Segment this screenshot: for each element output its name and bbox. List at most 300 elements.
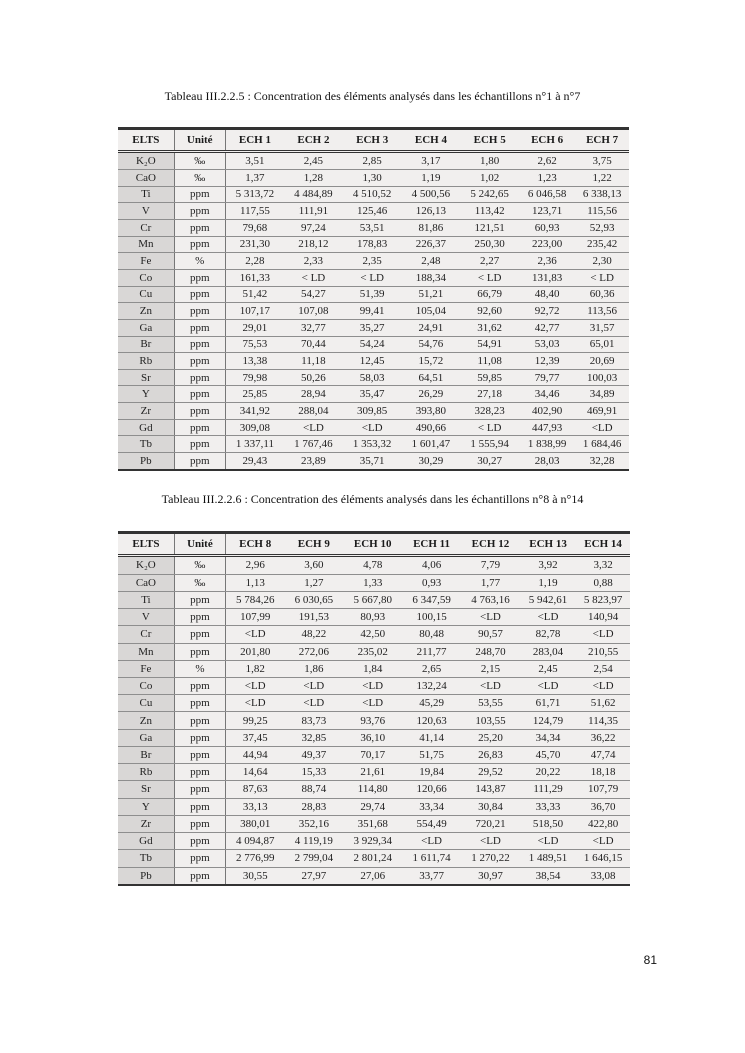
unit-cell: ppm: [174, 203, 225, 220]
value-cell: 19,84: [402, 764, 461, 781]
value-cell: 6 347,59: [402, 591, 461, 608]
value-cell: 211,77: [402, 643, 461, 660]
unit-cell: ppm: [174, 386, 225, 403]
value-cell: 2,65: [402, 660, 461, 677]
unit-cell: ppm: [174, 219, 225, 236]
value-cell: 309,85: [343, 403, 402, 420]
value-cell: 1 270,22: [461, 850, 520, 867]
value-cell: 28,94: [284, 386, 343, 403]
value-cell: 11,18: [284, 353, 343, 370]
value-cell: 1 646,15: [576, 850, 630, 867]
value-cell: 27,18: [460, 386, 519, 403]
value-cell: <LD: [402, 833, 461, 850]
table-row: [118, 436, 629, 453]
table-row: [118, 574, 630, 591]
value-cell: 59,85: [460, 369, 519, 386]
value-cell: 1,23: [519, 169, 575, 186]
column-header: ELTS: [118, 129, 174, 152]
value-cell: 2,62: [519, 152, 575, 170]
value-cell: 99,41: [343, 303, 402, 320]
value-cell: 29,74: [343, 798, 402, 815]
value-cell: 5 313,72: [225, 186, 284, 203]
value-cell: 92,72: [519, 303, 575, 320]
value-cell: < LD: [575, 269, 629, 286]
value-cell: 35,47: [343, 386, 402, 403]
value-cell: 79,98: [225, 369, 284, 386]
value-cell: 79,68: [225, 219, 284, 236]
value-cell: 12,39: [519, 353, 575, 370]
element-cell: Pb: [118, 453, 174, 470]
value-cell: 2,15: [461, 660, 520, 677]
value-cell: 2,33: [284, 253, 343, 270]
value-cell: <LD: [226, 626, 285, 643]
value-cell: 45,70: [520, 746, 576, 763]
element-cell: Br: [118, 746, 174, 763]
value-cell: 1,80: [460, 152, 519, 170]
value-cell: 4 119,19: [284, 833, 343, 850]
value-cell: 1,13: [226, 574, 285, 591]
value-cell: <LD: [520, 833, 576, 850]
value-cell: <LD: [284, 695, 343, 712]
value-cell: 126,13: [402, 203, 461, 220]
value-cell: 328,23: [460, 403, 519, 420]
value-cell: 447,93: [519, 419, 575, 436]
table-row: [118, 867, 630, 885]
value-cell: 120,63: [402, 712, 461, 729]
value-cell: 231,30: [225, 236, 284, 253]
value-cell: 51,75: [402, 746, 461, 763]
table-row: [118, 419, 629, 436]
element-cell: V: [118, 203, 174, 220]
value-cell: 288,04: [284, 403, 343, 420]
value-cell: 41,14: [402, 729, 461, 746]
value-cell: 380,01: [226, 815, 285, 832]
value-cell: <LD: [226, 677, 285, 694]
value-cell: <LD: [226, 695, 285, 712]
value-cell: 107,17: [225, 303, 284, 320]
value-cell: 33,77: [402, 867, 461, 885]
table-row: [118, 781, 630, 798]
element-cell: Gd: [118, 833, 174, 850]
value-cell: 50,26: [284, 369, 343, 386]
value-cell: 1,02: [460, 169, 519, 186]
page-number: 81: [643, 953, 657, 967]
column-header: ECH 13: [520, 533, 576, 556]
value-cell: 1,84: [343, 660, 402, 677]
value-cell: 48,22: [284, 626, 343, 643]
value-cell: 1 555,94: [460, 436, 519, 453]
table-row: [118, 609, 630, 626]
element-cell: Ti: [118, 186, 174, 203]
value-cell: 66,79: [460, 286, 519, 303]
value-cell: 31,57: [575, 319, 629, 336]
value-cell: 2 801,24: [343, 850, 402, 867]
value-cell: 188,34: [402, 269, 461, 286]
unit-cell: ppm: [174, 798, 225, 815]
value-cell: 82,78: [520, 626, 576, 643]
value-cell: 36,70: [576, 798, 630, 815]
value-cell: 70,17: [343, 746, 402, 763]
value-cell: 60,36: [575, 286, 629, 303]
column-header: Unité: [174, 533, 225, 556]
value-cell: 1 337,11: [225, 436, 284, 453]
value-cell: 79,77: [519, 369, 575, 386]
value-cell: 26,83: [461, 746, 520, 763]
table1-caption: Tableau III.2.2.5 : Concentration des éléments analysés dans les échantillons n°1 à n°7: [164, 89, 581, 103]
unit-cell: ppm: [174, 867, 225, 885]
value-cell: 51,21: [402, 286, 461, 303]
value-cell: 64,51: [402, 369, 461, 386]
unit-cell: ppm: [174, 269, 225, 286]
value-cell: 53,51: [343, 219, 402, 236]
value-cell: 124,79: [520, 712, 576, 729]
value-cell: 1 611,74: [402, 850, 461, 867]
value-cell: 32,77: [284, 319, 343, 336]
element-cell: Zr: [118, 403, 174, 420]
value-cell: < LD: [284, 269, 343, 286]
value-cell: 2 776,99: [226, 850, 285, 867]
value-cell: 5 242,65: [460, 186, 519, 203]
column-header: ECH 11: [402, 533, 461, 556]
value-cell: 218,12: [284, 236, 343, 253]
table-row: [118, 269, 629, 286]
value-cell: 13,38: [225, 353, 284, 370]
element-cell: V: [118, 609, 174, 626]
unit-cell: ppm: [174, 626, 225, 643]
value-cell: 26,29: [402, 386, 461, 403]
table-row: [118, 798, 630, 815]
value-cell: 0,93: [402, 574, 461, 591]
element-cell: Co: [118, 677, 174, 694]
table-row: [118, 850, 630, 867]
value-cell: 34,89: [575, 386, 629, 403]
value-cell: 2,27: [460, 253, 519, 270]
value-cell: 65,01: [575, 336, 629, 353]
value-cell: 3,92: [520, 556, 576, 575]
value-cell: 554,49: [402, 815, 461, 832]
value-cell: 3,32: [576, 556, 630, 575]
unit-cell: ppm: [174, 677, 225, 694]
element-cell: Fe: [118, 253, 174, 270]
value-cell: 4 510,52: [343, 186, 402, 203]
element-cell: Rb: [118, 353, 174, 370]
element-cell: Gd: [118, 419, 174, 436]
value-cell: 1,27: [284, 574, 343, 591]
value-cell: 351,68: [343, 815, 402, 832]
value-cell: <LD: [576, 833, 630, 850]
value-cell: 2,48: [402, 253, 461, 270]
value-cell: 111,29: [520, 781, 576, 798]
table-row: [118, 677, 630, 694]
value-cell: 3,51: [225, 152, 284, 170]
value-cell: 1 767,46: [284, 436, 343, 453]
table-row: [118, 556, 630, 575]
value-cell: 107,79: [576, 781, 630, 798]
value-cell: 1,22: [575, 169, 629, 186]
value-cell: 32,85: [284, 729, 343, 746]
value-cell: <LD: [575, 419, 629, 436]
value-cell: 111,91: [284, 203, 343, 220]
unit-cell: ppm: [174, 850, 225, 867]
value-cell: 100,15: [402, 609, 461, 626]
value-cell: 29,01: [225, 319, 284, 336]
value-cell: 36,10: [343, 729, 402, 746]
table2-caption: Tableau III.2.2.6 : Concentration des éléments analysés dans les échantillons n°8 à n°14: [161, 492, 584, 506]
value-cell: 3 929,34: [343, 833, 402, 850]
value-cell: 2,36: [519, 253, 575, 270]
value-cell: 53,55: [461, 695, 520, 712]
element-cell: Mn: [118, 643, 174, 660]
value-cell: 81,86: [402, 219, 461, 236]
value-cell: 51,62: [576, 695, 630, 712]
table-row: [118, 386, 629, 403]
unit-cell: ppm: [174, 781, 225, 798]
table-row: [118, 729, 630, 746]
value-cell: 2 799,04: [284, 850, 343, 867]
unit-cell: ppm: [174, 695, 225, 712]
value-cell: 3,17: [402, 152, 461, 170]
header-row: [118, 129, 629, 152]
value-cell: 1 601,47: [402, 436, 461, 453]
value-cell: 4 094,87: [226, 833, 285, 850]
value-cell: 25,20: [461, 729, 520, 746]
value-cell: 97,24: [284, 219, 343, 236]
value-cell: 58,03: [343, 369, 402, 386]
value-cell: 34,34: [520, 729, 576, 746]
value-cell: 2,85: [343, 152, 402, 170]
value-cell: <LD: [520, 677, 576, 694]
value-cell: 191,53: [284, 609, 343, 626]
value-cell: 30,55: [226, 867, 285, 885]
value-cell: 1,19: [520, 574, 576, 591]
value-cell: 235,42: [575, 236, 629, 253]
element-cell: Ga: [118, 319, 174, 336]
column-header: ECH 3: [343, 129, 402, 152]
unit-cell: ppm: [174, 186, 225, 203]
element-cell: Cu: [118, 695, 174, 712]
value-cell: 35,71: [343, 453, 402, 470]
value-cell: 223,00: [519, 236, 575, 253]
element-cell: K₂O: [118, 152, 174, 170]
value-cell: 90,57: [461, 626, 520, 643]
unit-cell: ppm: [174, 764, 225, 781]
column-header: ECH 4: [402, 129, 461, 152]
table-row: [118, 236, 629, 253]
value-cell: 80,93: [343, 609, 402, 626]
unit-cell: ppm: [174, 591, 225, 608]
value-cell: 341,92: [225, 403, 284, 420]
table-row: [118, 369, 629, 386]
element-cell: Ti: [118, 591, 174, 608]
value-cell: 201,80: [226, 643, 285, 660]
value-cell: 42,50: [343, 626, 402, 643]
value-cell: 1 489,51: [520, 850, 576, 867]
table-row: [118, 591, 630, 608]
value-cell: 24,91: [402, 319, 461, 336]
value-cell: <LD: [284, 419, 343, 436]
element-cell: Tb: [118, 436, 174, 453]
value-cell: 49,37: [284, 746, 343, 763]
value-cell: 83,73: [284, 712, 343, 729]
value-cell: 4 484,89: [284, 186, 343, 203]
unit-cell: ppm: [174, 419, 225, 436]
unit-cell: ‰: [174, 556, 225, 575]
element-cell: Cr: [118, 626, 174, 643]
value-cell: 6 338,13: [575, 186, 629, 203]
unit-cell: ppm: [174, 236, 225, 253]
value-cell: 33,34: [402, 798, 461, 815]
unit-cell: ‰: [174, 169, 225, 186]
unit-cell: ppm: [174, 453, 225, 470]
value-cell: 54,27: [284, 286, 343, 303]
unit-cell: ppm: [174, 403, 225, 420]
value-cell: 6 030,65: [284, 591, 343, 608]
value-cell: 2,28: [225, 253, 284, 270]
element-cell: Tb: [118, 850, 174, 867]
value-cell: 5 784,26: [226, 591, 285, 608]
value-cell: 88,74: [284, 781, 343, 798]
unit-cell: ppm: [174, 643, 225, 660]
element-cell: Cu: [118, 286, 174, 303]
value-cell: 393,80: [402, 403, 461, 420]
value-cell: 105,04: [402, 303, 461, 320]
value-cell: 123,71: [519, 203, 575, 220]
header-row: [118, 533, 630, 556]
unit-cell: ppm: [174, 712, 225, 729]
element-cell: Cr: [118, 219, 174, 236]
value-cell: 4,78: [343, 556, 402, 575]
value-cell: 283,04: [520, 643, 576, 660]
value-cell: 27,06: [343, 867, 402, 885]
value-cell: 54,24: [343, 336, 402, 353]
value-cell: 42,77: [519, 319, 575, 336]
value-cell: 1,28: [284, 169, 343, 186]
table-row: [118, 219, 629, 236]
value-cell: 20,69: [575, 353, 629, 370]
value-cell: 93,76: [343, 712, 402, 729]
value-cell: 20,22: [520, 764, 576, 781]
value-cell: < LD: [343, 269, 402, 286]
value-cell: 248,70: [461, 643, 520, 660]
value-cell: 70,44: [284, 336, 343, 353]
value-cell: 34,46: [519, 386, 575, 403]
unit-cell: ppm: [174, 436, 225, 453]
value-cell: 469,91: [575, 403, 629, 420]
value-cell: 226,37: [402, 236, 461, 253]
value-cell: 36,22: [576, 729, 630, 746]
value-cell: 422,80: [576, 815, 630, 832]
value-cell: 2,35: [343, 253, 402, 270]
element-cell: Zn: [118, 303, 174, 320]
value-cell: 14,64: [226, 764, 285, 781]
value-cell: 210,55: [576, 643, 630, 660]
unit-cell: ppm: [174, 286, 225, 303]
table-row: [118, 169, 629, 186]
value-cell: 87,63: [226, 781, 285, 798]
value-cell: 1,37: [225, 169, 284, 186]
value-cell: 18,18: [576, 764, 630, 781]
value-cell: 29,43: [225, 453, 284, 470]
value-cell: 1 353,32: [343, 436, 402, 453]
value-cell: 44,94: [226, 746, 285, 763]
value-cell: 120,66: [402, 781, 461, 798]
unit-cell: ppm: [174, 353, 225, 370]
value-cell: 1 684,46: [575, 436, 629, 453]
value-cell: 32,28: [575, 453, 629, 470]
value-cell: 23,89: [284, 453, 343, 470]
value-cell: 51,39: [343, 286, 402, 303]
table-row: [118, 152, 629, 170]
value-cell: 33,33: [520, 798, 576, 815]
value-cell: 30,84: [461, 798, 520, 815]
value-cell: 28,83: [284, 798, 343, 815]
value-cell: < LD: [460, 269, 519, 286]
column-header: ECH 7: [575, 129, 629, 152]
element-cell: Y: [118, 798, 174, 815]
value-cell: 54,76: [402, 336, 461, 353]
value-cell: 140,94: [576, 609, 630, 626]
value-cell: 113,42: [460, 203, 519, 220]
table-row: [118, 203, 629, 220]
value-cell: 25,85: [225, 386, 284, 403]
unit-cell: ppm: [174, 609, 225, 626]
value-cell: <LD: [520, 609, 576, 626]
unit-cell: ppm: [174, 746, 225, 763]
table-row: [118, 695, 630, 712]
column-header: ELTS: [118, 533, 174, 556]
value-cell: 33,08: [576, 867, 630, 885]
value-cell: <LD: [576, 626, 630, 643]
element-cell: Sr: [118, 369, 174, 386]
value-cell: 7,79: [461, 556, 520, 575]
table-row: [118, 833, 630, 850]
value-cell: 132,24: [402, 677, 461, 694]
column-header: ECH 5: [460, 129, 519, 152]
value-cell: 35,27: [343, 319, 402, 336]
value-cell: 92,60: [460, 303, 519, 320]
value-cell: 51,42: [225, 286, 284, 303]
value-cell: 250,30: [460, 236, 519, 253]
value-cell: 3,75: [575, 152, 629, 170]
element-cell: Fe: [118, 660, 174, 677]
value-cell: 75,53: [225, 336, 284, 353]
value-cell: 15,33: [284, 764, 343, 781]
value-cell: 352,16: [284, 815, 343, 832]
value-cell: 37,45: [226, 729, 285, 746]
value-cell: 29,52: [461, 764, 520, 781]
value-cell: 2,45: [284, 152, 343, 170]
table-row: [118, 626, 630, 643]
value-cell: 4,06: [402, 556, 461, 575]
value-cell: 235,02: [343, 643, 402, 660]
value-cell: 60,93: [519, 219, 575, 236]
column-header: ECH 6: [519, 129, 575, 152]
value-cell: 11,08: [460, 353, 519, 370]
value-cell: 161,33: [225, 269, 284, 286]
element-cell: Ga: [118, 729, 174, 746]
value-cell: 1,82: [226, 660, 285, 677]
table-row: [118, 453, 629, 470]
value-cell: <LD: [343, 677, 402, 694]
value-cell: <LD: [461, 833, 520, 850]
value-cell: 117,55: [225, 203, 284, 220]
value-cell: 48,40: [519, 286, 575, 303]
value-cell: 30,97: [461, 867, 520, 885]
unit-cell: ppm: [174, 833, 225, 850]
value-cell: 2,45: [520, 660, 576, 677]
value-cell: 3,60: [284, 556, 343, 575]
element-cell: K₂O: [118, 556, 174, 575]
